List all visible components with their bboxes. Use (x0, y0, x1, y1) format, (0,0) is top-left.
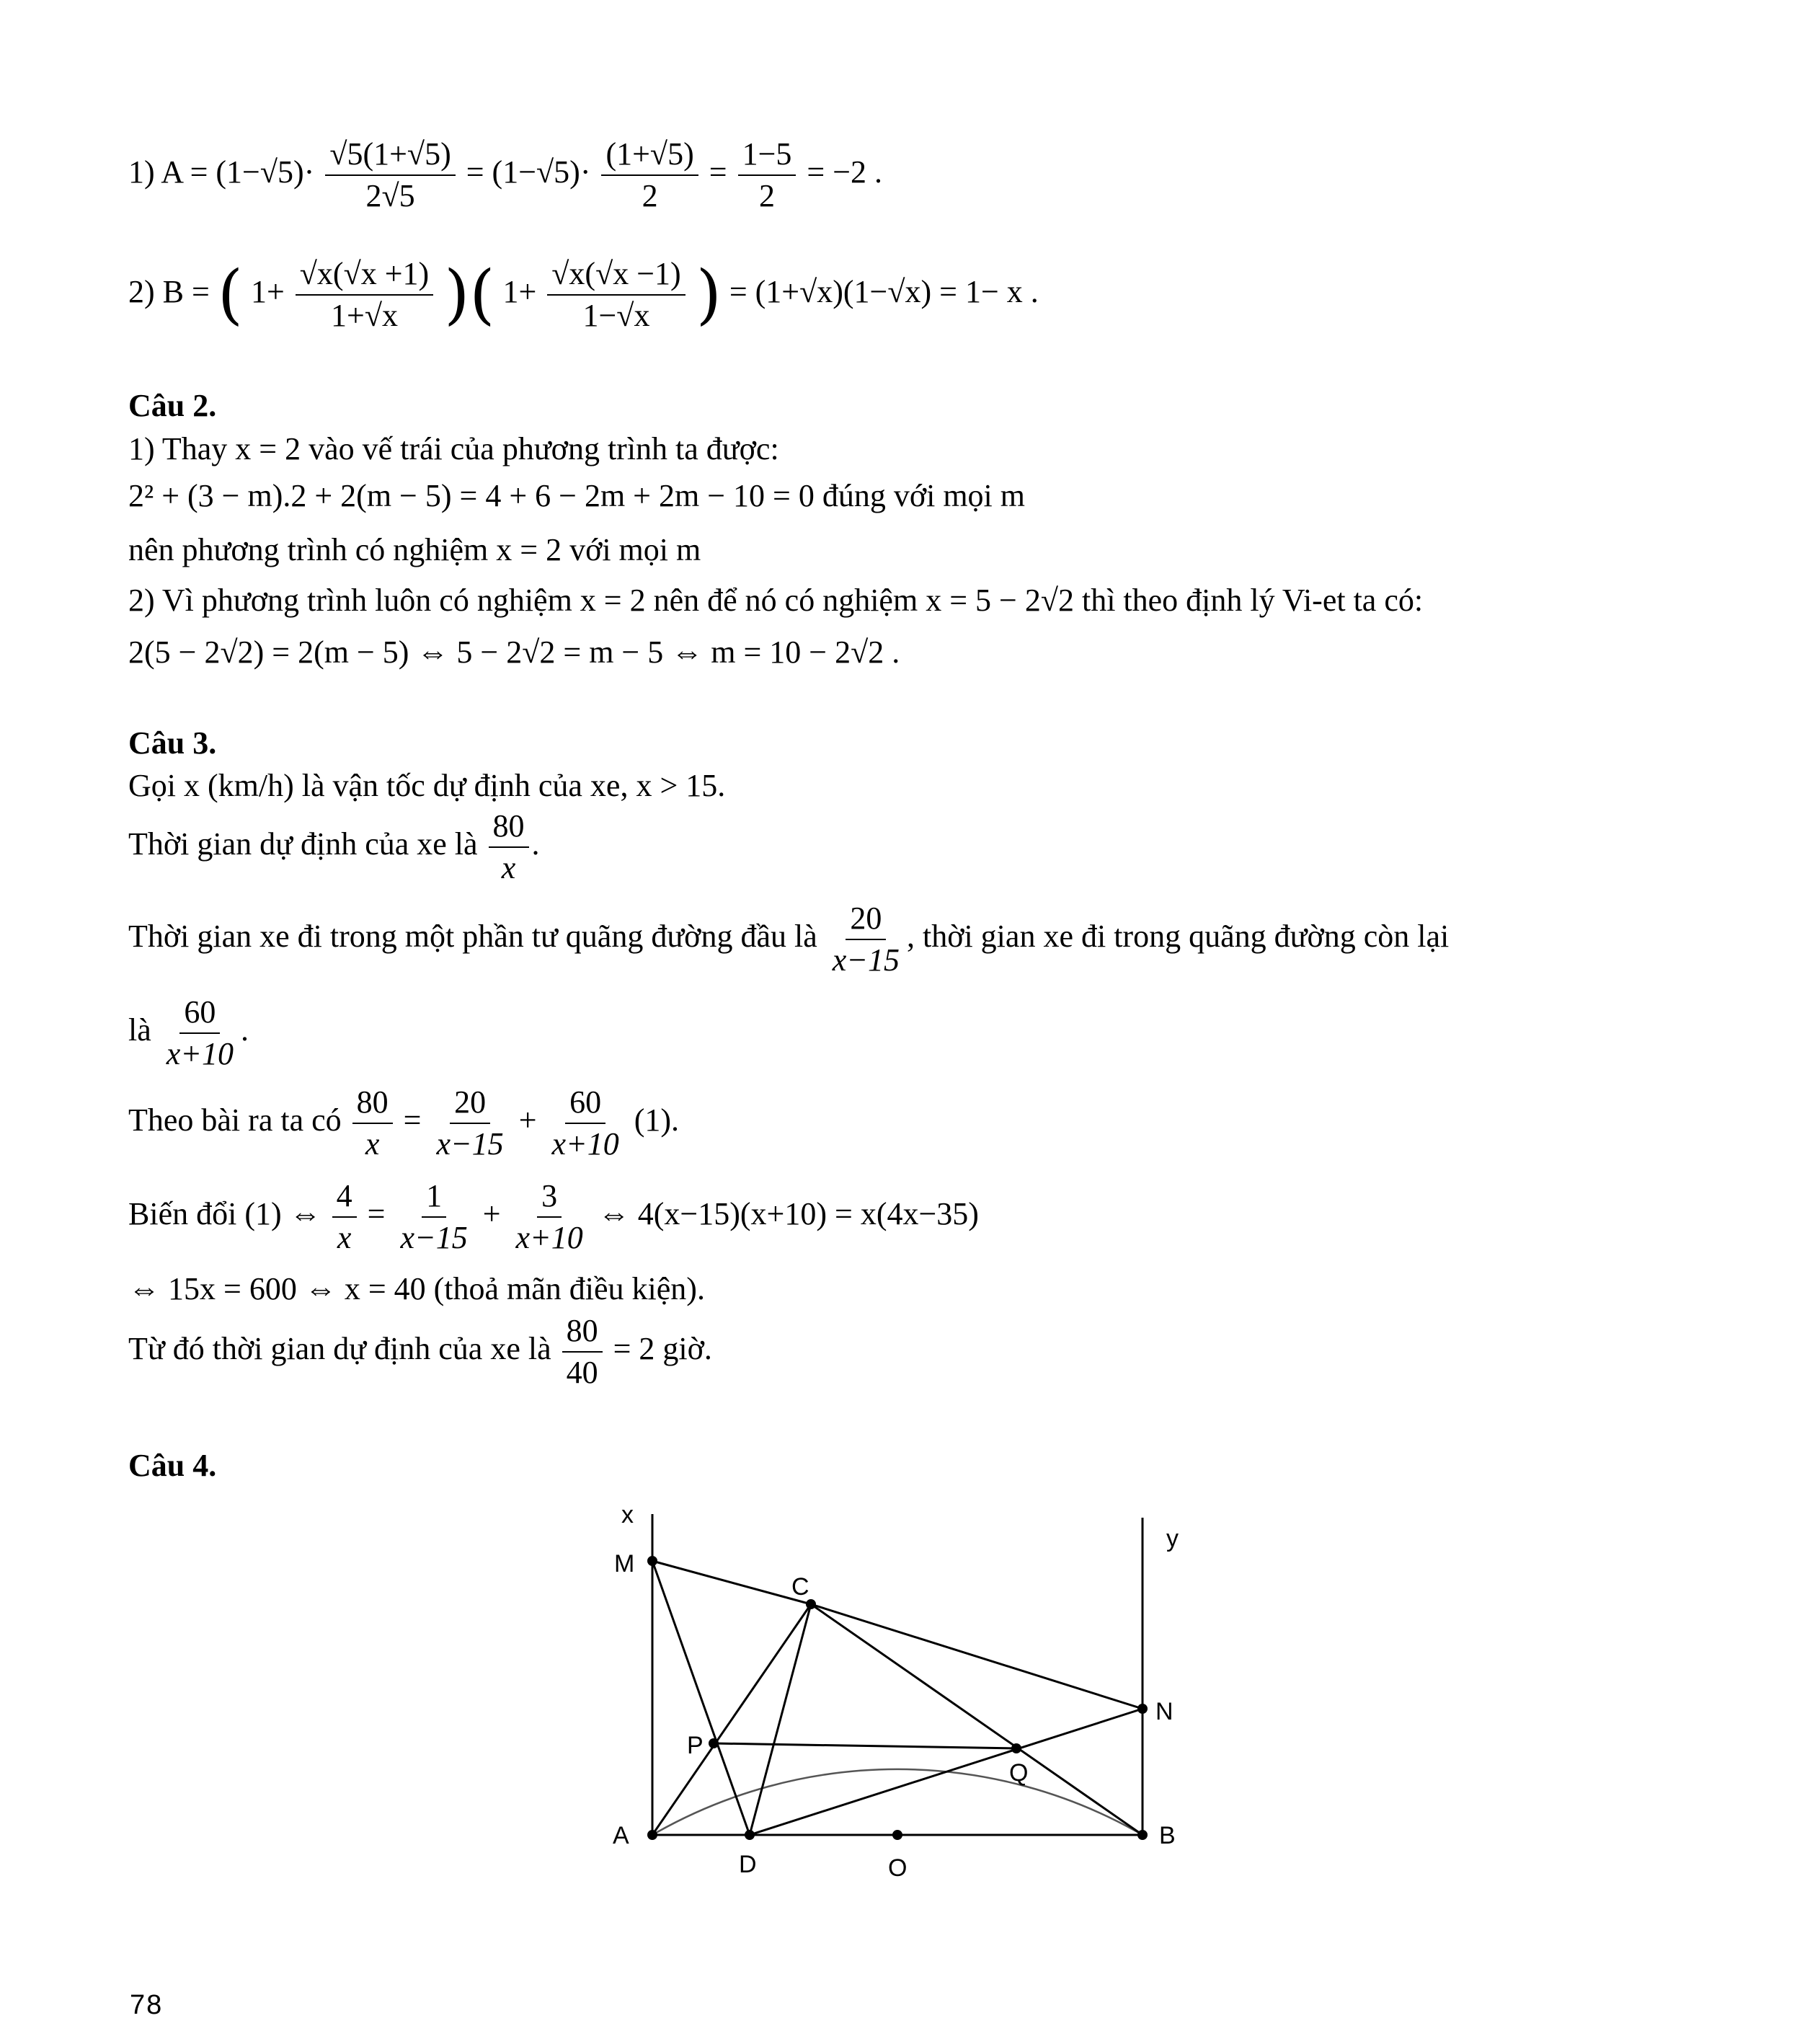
c1-b-one1: 1+ (250, 274, 285, 309)
c3-l5-d2: x−15 (436, 1126, 504, 1162)
c1-a-end: = −2 . (807, 154, 883, 190)
point-n (1137, 1704, 1148, 1714)
c3-l6-pre: Biến đổi (1) ⇔ (128, 1196, 321, 1232)
c1-b-rp: ) (696, 256, 722, 332)
point-c (806, 1599, 816, 1609)
c3-l6-n2: 1 (422, 1179, 446, 1218)
c3-l4-num: 60 (179, 995, 220, 1034)
c3-line1: Gọi x (km/h) là vận tốc dự định của xe, x > 15. (128, 768, 726, 803)
c1-b-end: = (1+√x)(1−√x) = 1− x . (729, 274, 1039, 309)
point-q (1011, 1743, 1021, 1753)
c4-title: Câu 4. (128, 1448, 217, 1483)
c3-l8-num: 80 (562, 1314, 603, 1353)
c1-b-one2: 1+ (502, 274, 537, 309)
c3-line7: ⇔ 15x = 600 ⇔ x = 40 (thoả mãn điều kiện). (128, 1271, 705, 1306)
segment-dc (750, 1604, 811, 1835)
c3-l6-eq: = (367, 1196, 386, 1232)
c3-l2-post: . (531, 826, 540, 862)
page-number: 78 (130, 1990, 164, 2020)
c2-line3: nên phương trình có nghiệm x = 2 với mọi m (128, 532, 701, 567)
c1-a-label: 1) A = (128, 154, 208, 190)
point-b (1137, 1830, 1148, 1840)
c1-a-t1: (1−√5)· (216, 154, 315, 190)
c1-b-lp: ( (217, 256, 243, 332)
semicircle-arc (652, 1769, 1142, 1835)
c3-l5-d1: x (365, 1126, 380, 1162)
c3-l8-den: 40 (566, 1355, 598, 1390)
c3-l6-d2: x−15 (400, 1220, 468, 1255)
c3-l3-pre: Thời gian xe đi trong một phần tư quãng đường đầu là (128, 919, 817, 955)
c1-a-frac3-den: 2 (758, 178, 775, 213)
c3-l6-n3: 3 (537, 1179, 562, 1218)
label-q: Q (1009, 1759, 1029, 1787)
segment-mc (652, 1561, 811, 1604)
c3-l8-post: = 2 giờ. (613, 1331, 712, 1367)
label-b: B (1159, 1822, 1176, 1849)
c3-l2-den: x (501, 850, 516, 885)
c1-a-t2: = (1−√5)· (466, 154, 591, 190)
point-p (709, 1738, 719, 1748)
c3-l5-plus: + (518, 1102, 537, 1138)
c3-l2-pre: Thời gian dự định của xe là (128, 826, 478, 862)
c2-line1: 1) Thay x = 2 vào vế trái của phương trình ta được: (128, 431, 779, 466)
c3-l4-pre: là (128, 1012, 151, 1048)
label-d: D (739, 1851, 757, 1878)
segment-cn (811, 1604, 1142, 1709)
c3-l8-pre: Từ đó thời gian dự định của xe là (128, 1331, 551, 1367)
c1-b-frac1-den: 1+√x (331, 297, 398, 333)
c3-l5-eq: = (403, 1102, 422, 1138)
c2-line4: 2) Vì phương trình luôn có nghiệm x = 2 nên để nó có nghiệm x = 5 − 2√2 thì theo định lý Vi-et ta có: (128, 583, 1424, 618)
c2-line2: 2² + (3 − m).2 + 2(m − 5) = 4 + 6 − 2m + 2m − 10 = 0 đúng với mọi m (128, 478, 1026, 513)
c3-l5-pre: Theo bài ra ta có (128, 1102, 342, 1138)
label-o: O (888, 1854, 908, 1882)
label-x: x (621, 1501, 634, 1528)
c3-l3-den: x−15 (832, 942, 900, 978)
c3-l6-d3: x+10 (515, 1220, 583, 1255)
label-y: y (1166, 1525, 1179, 1552)
c1-a-eq: = (709, 154, 727, 190)
c3-l6-d1: x (337, 1220, 352, 1255)
c1-a-frac2-den: 2 (642, 178, 658, 213)
c3-l6-post: ⇔ 4(x−15)(x+10) = x(4x−35) (598, 1196, 979, 1232)
c1-a-frac2-num: (1+√5) (601, 137, 698, 176)
c2-line5: 2(5 − 2√2) = 2(m − 5) ⇔ 5 − 2√2 = m − 5 ⇔ m = 10 − 2√2 . (128, 634, 900, 670)
label-a: A (613, 1822, 629, 1849)
segment-dn (750, 1709, 1142, 1835)
c3-l5-n1: 80 (352, 1085, 393, 1124)
c1-a-frac1-num: √5(1+√5) (325, 137, 455, 176)
c1-b-frac2-den: 1−√x (582, 297, 650, 333)
c3-l4-post: . (241, 1012, 249, 1048)
c3-l5-n3: 60 (565, 1085, 605, 1124)
point-m (647, 1556, 657, 1566)
label-c: C (791, 1573, 809, 1601)
c3-l5-n2: 20 (450, 1085, 490, 1124)
c1-a-frac3-num: 1−5 (738, 137, 797, 176)
c3-l3-post: , thời gian xe đi trong quãng đường còn lại (906, 919, 1450, 955)
c3-l6-n1: 4 (332, 1179, 357, 1218)
c3-l2-num: 80 (489, 809, 529, 848)
c1-b-frac1-num: √x(√x +1) (296, 257, 433, 296)
label-p: P (687, 1732, 704, 1759)
segment-ac (652, 1604, 811, 1835)
c2-title: Câu 2. (128, 388, 217, 423)
c3-l4-den: x+10 (166, 1036, 234, 1071)
c3-title: Câu 3. (128, 725, 217, 761)
label-n: N (1155, 1698, 1173, 1725)
c1-a-frac1-den: 2√5 (365, 178, 415, 213)
c3-l5-d3: x+10 (551, 1126, 619, 1162)
c1-b-mid: )( (444, 256, 495, 332)
label-m: M (614, 1550, 635, 1578)
c3-l5-post: (1). (634, 1102, 680, 1138)
c1-b-frac2-num: √x(√x −1) (547, 257, 685, 296)
point-d (745, 1830, 755, 1840)
point-a (647, 1830, 657, 1840)
segment-pq (714, 1743, 1016, 1748)
segment-md (652, 1561, 750, 1835)
point-o (892, 1830, 902, 1840)
c1-b-label: 2) B = (128, 274, 210, 309)
c3-l3-num: 20 (846, 901, 886, 940)
c3-l6-plus: + (482, 1196, 501, 1232)
